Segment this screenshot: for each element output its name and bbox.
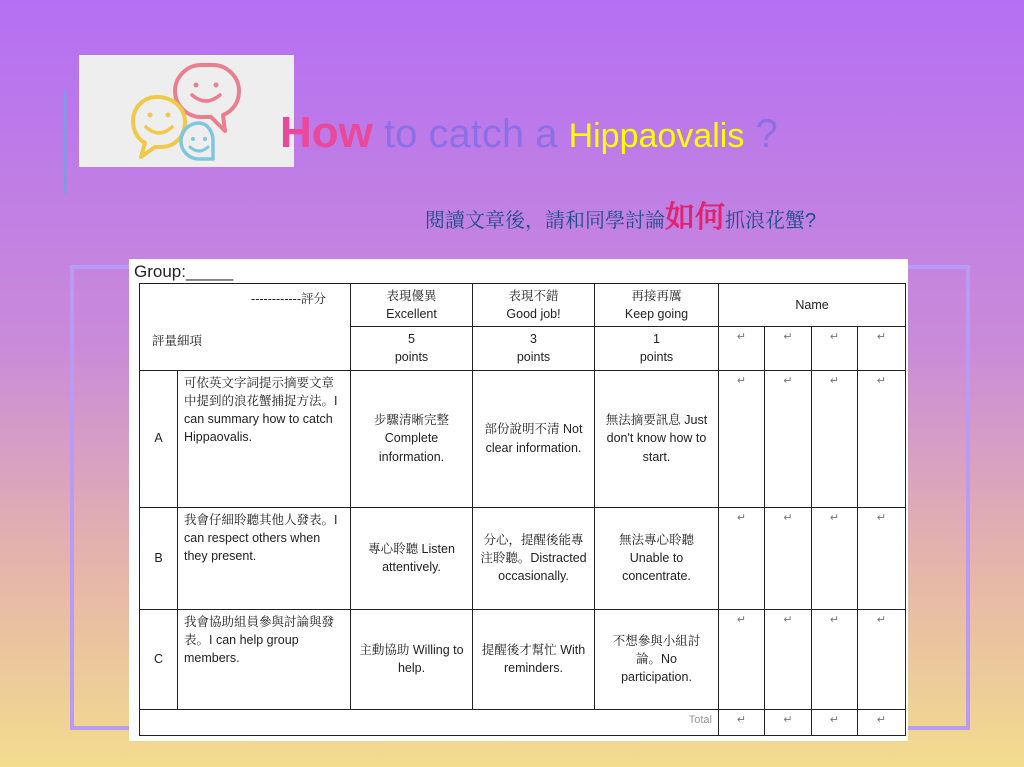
logo-image	[79, 55, 294, 167]
total-cell[interactable]: ↵	[858, 709, 906, 735]
header-row	[140, 284, 906, 327]
subtitle-highlight: 如何	[665, 201, 725, 234]
level-keep-going	[595, 284, 719, 327]
score-cell[interactable]: ↵	[765, 370, 812, 507]
points-3-unit: points	[516, 350, 551, 365]
score-cell[interactable]: ↵	[858, 609, 906, 709]
title-how: How	[280, 108, 373, 157]
score-cell[interactable]: ↵	[765, 609, 812, 709]
corner-score-label: ------------評分	[251, 292, 326, 306]
cell-b-keep-going: 無法專心聆聽 Unable to concentrate.	[595, 507, 719, 609]
cell-c-excellent: 主動協助 Willing to help.	[351, 609, 473, 709]
points-3-value: 3	[530, 332, 537, 347]
cell-a-keep-going: 無法摘要訊息 Just don't know how to start.	[595, 370, 719, 507]
level-excellent-zh: 表現優異	[386, 289, 437, 303]
cell-b-good: 分心，提醒後能專注聆聽。Distracted occasionally.	[473, 507, 595, 609]
points-3	[473, 327, 595, 370]
level-good-zh: 表現不錯	[508, 289, 559, 303]
points-5-value: 5	[408, 332, 415, 347]
cell-a-excellent: 步驟清晰完整 Complete information.	[351, 370, 473, 507]
criterion-a: 可依英文字詞提示摘要文章中提到的浪花蟹捕捉方法。I can summary how to catch Hippaovalis.	[178, 370, 351, 507]
criterion-b: 我會仔細聆聽其他人發表。I can respect others when they present.	[178, 507, 351, 609]
level-keep-going-zh: 再接再厲	[631, 289, 682, 303]
points-1-value: 1	[653, 332, 660, 347]
total-label: Total	[140, 709, 719, 735]
row-label-a: A	[140, 370, 178, 507]
score-cell[interactable]: ↵	[765, 507, 812, 609]
title-middle: to catch a	[372, 112, 569, 156]
name-header: Name	[719, 284, 906, 327]
subtitle-post: 抓浪花蟹?	[725, 210, 817, 232]
score-cell[interactable]: ↵	[812, 507, 858, 609]
level-good-en: Good job!	[506, 307, 561, 322]
cell-c-good: 提醒後才幫忙 With reminders.	[473, 609, 595, 709]
score-cell[interactable]: ↵	[812, 370, 858, 507]
total-row	[140, 709, 906, 735]
score-cell[interactable]: ↵	[858, 370, 906, 507]
score-cell[interactable]: ↵	[719, 609, 765, 709]
level-keep-going-en: Keep going	[624, 307, 689, 322]
name-cell[interactable]: ↵	[858, 327, 906, 370]
accent-line	[64, 90, 66, 194]
points-1-unit: points	[639, 350, 674, 365]
subtitle-pre: 閱讀文章後，請和同學討論	[425, 210, 665, 232]
score-cell[interactable]: ↵	[858, 507, 906, 609]
criterion-row-a	[140, 370, 906, 507]
level-excellent	[351, 284, 473, 327]
total-cell[interactable]: ↵	[765, 709, 812, 735]
points-5-unit: points	[394, 350, 429, 365]
score-cell[interactable]: ↵	[719, 507, 765, 609]
slide-subtitle	[425, 192, 816, 236]
level-excellent-en: Excellent	[386, 307, 437, 322]
criterion-row-c	[140, 609, 906, 709]
speech-bubble-smiley-icon	[79, 55, 294, 167]
total-cell[interactable]: ↵	[719, 709, 765, 735]
score-cell[interactable]: ↵	[719, 370, 765, 507]
total-cell[interactable]: ↵	[812, 709, 858, 735]
group-label: Group:_____	[134, 262, 234, 281]
name-cell[interactable]: ↵	[812, 327, 858, 370]
row-label-c: C	[140, 609, 178, 709]
name-cell[interactable]: ↵	[719, 327, 765, 370]
points-1	[595, 327, 719, 370]
criterion-c: 我會協助組員參與討論與發表。I can help group members.	[178, 609, 351, 709]
criterion-row-b	[140, 507, 906, 609]
title-creature-name: Hippaovalis	[568, 117, 745, 155]
cell-a-good: 部份說明不清 Not clear information.	[473, 370, 595, 507]
header-corner	[140, 284, 351, 371]
rubric-table	[139, 283, 906, 736]
row-label-b: B	[140, 507, 178, 609]
cell-b-excellent: 專心聆聽 Listen attentively.	[351, 507, 473, 609]
slide-title	[280, 108, 778, 158]
title-question-mark: ?	[744, 112, 778, 156]
points-5	[351, 327, 473, 370]
cell-c-keep-going: 不想參與小組討論。No participation.	[595, 609, 719, 709]
score-cell[interactable]: ↵	[812, 609, 858, 709]
level-good	[473, 284, 595, 327]
name-cell[interactable]: ↵	[765, 327, 812, 370]
corner-criteria-label: 評量細項	[152, 334, 203, 348]
